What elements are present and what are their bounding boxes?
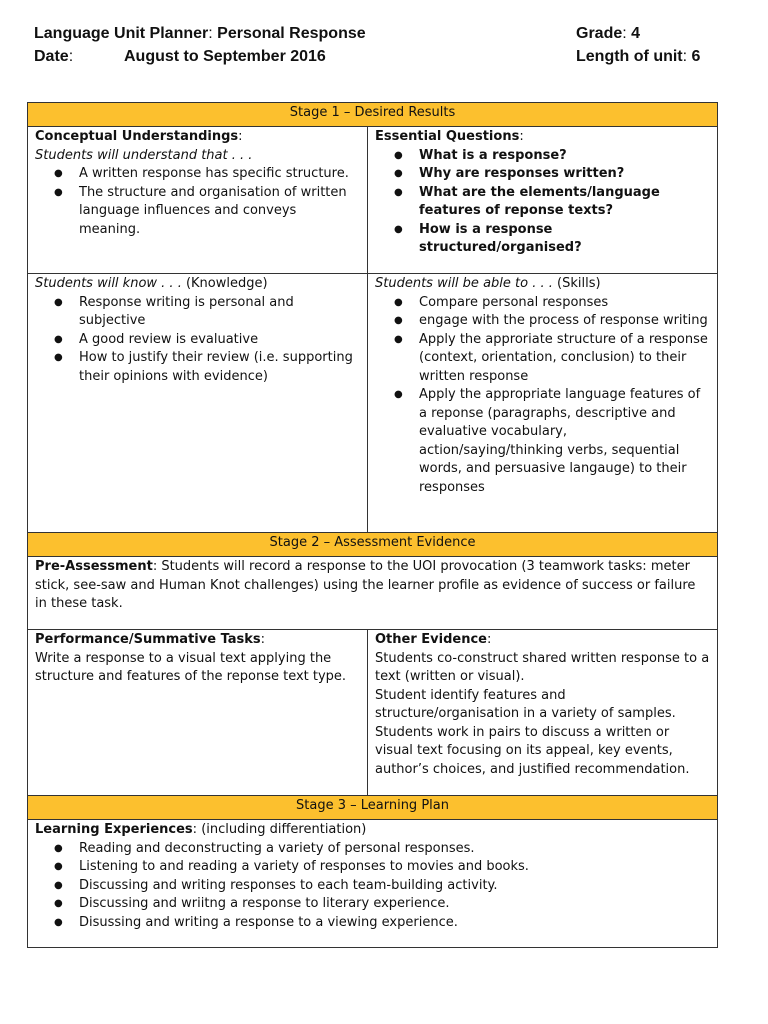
- conceptual-list: [35, 165, 360, 239]
- list-item: ● A good review is evaluative: [79, 331, 360, 350]
- stage2-header: Stage 2 – Assessment Evidence: [28, 533, 718, 557]
- pre-assessment-cell: Pre-Assessment: Students will record a response to the UOI provocation (3 teamwork tasks: meter stick, see-saw and Human Knot challenges) using the learner profile as evidence of success or failure in these task.: [28, 557, 718, 630]
- date-value: August to September 2016: [124, 48, 326, 65]
- other-evidence-line: Student identify features and structure/organisation in a variety of samples.: [375, 687, 676, 721]
- conceptual-understandings-cell: Conceptual Understandings: Students will understand that . . . ● A written response has specific structure. ● The structure and organisation of written language influences and conveys meaning.: [28, 127, 368, 274]
- stage3-header: Stage 3 – Learning Plan: [28, 796, 718, 820]
- essential-questions-cell: Essential Questions: ● What is a response? ● Why are responses written? ● What are the elements/language features of reponse texts? ● How is a response structured/organised?: [368, 127, 718, 274]
- list-item: ● How to justify their review (i.e. supporting their opinions with evidence): [79, 349, 360, 386]
- unit-planner-table: [27, 102, 718, 948]
- essential-list: [375, 147, 710, 258]
- list-item: ● engage with the process of response writing: [419, 312, 710, 331]
- conceptual-intro: Students will understand that . . .: [35, 147, 253, 163]
- knowledge-cell: [28, 274, 368, 533]
- performance-text: Write a response to a visual text applying the structure and features of the reponse text type.: [35, 650, 347, 684]
- list-item: ● Reading and deconstructing a variety of personal responses.: [79, 840, 710, 859]
- able-tag: (Skills): [552, 276, 601, 291]
- document-header: Language Unit Planner: Personal Response Grade: 4 Date: August to September 2016 Length of unit: 6: [34, 22, 724, 68]
- other-evidence-line: Students co-construct shared written response to a text (written or visual).: [375, 650, 710, 684]
- grade-value: 4: [631, 25, 641, 42]
- list-item: ● Compare personal responses: [419, 294, 710, 313]
- list-item: ● Apply the appropriate language features of a reponse (paragraphs, descriptive and evaluative vocabulary, action/saying/thinking verbs, sequential words, and persuasive langauge) to their responses: [419, 386, 710, 497]
- date-label: Date: [34, 48, 69, 65]
- knowledge-list: [35, 294, 360, 387]
- able-intro: Students will be able to . . .: [375, 276, 553, 291]
- list-item: ● A written response has specific structure.: [79, 165, 360, 184]
- list-item: ● The structure and organisation of written language influences and conveys meaning.: [79, 184, 360, 240]
- length-value: 6: [691, 48, 701, 65]
- skills-list: [375, 294, 710, 498]
- list-item: ● Discussing and writing responses to each team-building activity.: [79, 877, 710, 896]
- know-tag: (Knowledge): [181, 276, 268, 291]
- other-evidence-heading: Other Evidence: [375, 632, 487, 647]
- other-evidence-line: Students work in pairs to discuss a written or visual text focusing on its appeal, key events, author’s choices, and justified recommendation.: [375, 724, 690, 777]
- learning-tag: (including differentiation): [197, 822, 367, 837]
- know-intro: Students will know . . .: [35, 276, 182, 291]
- list-item: ● Discussing and wriitng a response to literary experience.: [79, 895, 710, 914]
- stage1-header: Stage 1 – Desired Results: [28, 103, 718, 127]
- list-item: ● What are the elements/language features of reponse texts?: [419, 184, 710, 221]
- list-item: ● Listening to and reading a variety of responses to movies and books.: [79, 858, 710, 877]
- essential-heading: Essential Questions: [375, 129, 520, 144]
- other-evidence-cell: Other Evidence: Students co-construct shared written response to a text (written or visual). Student identify features and structure/organisation in a variety of samples. Students work in pairs to discuss a written or visual text focusing on its appeal, key events, author’s choices, and justified recommendation.: [368, 630, 718, 796]
- list-item: ● What is a response?: [419, 147, 710, 166]
- list-item: ● Apply the approriate structure of a response (context, orientation, conclusion) to their written response: [419, 331, 710, 387]
- list-item: ● Disussing and writing a response to a viewing experience.: [79, 914, 710, 933]
- planner-value: Personal Response: [217, 25, 366, 42]
- pre-assessment-label: Pre-Assessment: [35, 559, 153, 574]
- planner-label: Language Unit Planner: [34, 25, 209, 42]
- length-label: Length of unit: [576, 48, 683, 65]
- skills-cell: [368, 274, 718, 533]
- performance-tasks-cell: Performance/Summative Tasks: Write a response to a visual text applying the structure and features of the reponse text type.: [28, 630, 368, 796]
- performance-heading: Performance/Summative Tasks: [35, 632, 261, 647]
- learning-experiences-cell: Learning Experiences: (including differentiation) ● Reading and deconstructing a variety of personal responses. ● Listening to and reading a variety of responses to movies and books. ● Discussing and writing responses to each team-building activity. ● Discussing and wriitng a response to literary experience. ● Disussing and writing a response to a viewing experience.: [28, 820, 718, 948]
- list-item: ● Why are responses written?: [419, 165, 710, 184]
- pre-assessment-text: Students will record a response to the UOI provocation (3 teamwork tasks: meter stick, see-saw and Human Knot challenges) using the learner profile as evidence of success or failure in these task.: [35, 559, 696, 611]
- list-item: ● Response writing is personal and subjective: [79, 294, 360, 331]
- grade-label: Grade: [576, 25, 623, 42]
- list-item: ● How is a response structured/organised?: [419, 221, 710, 258]
- learning-list: [35, 840, 710, 933]
- conceptual-heading: Conceptual Understandings: [35, 129, 239, 144]
- learning-heading: Learning Experiences: [35, 822, 193, 837]
